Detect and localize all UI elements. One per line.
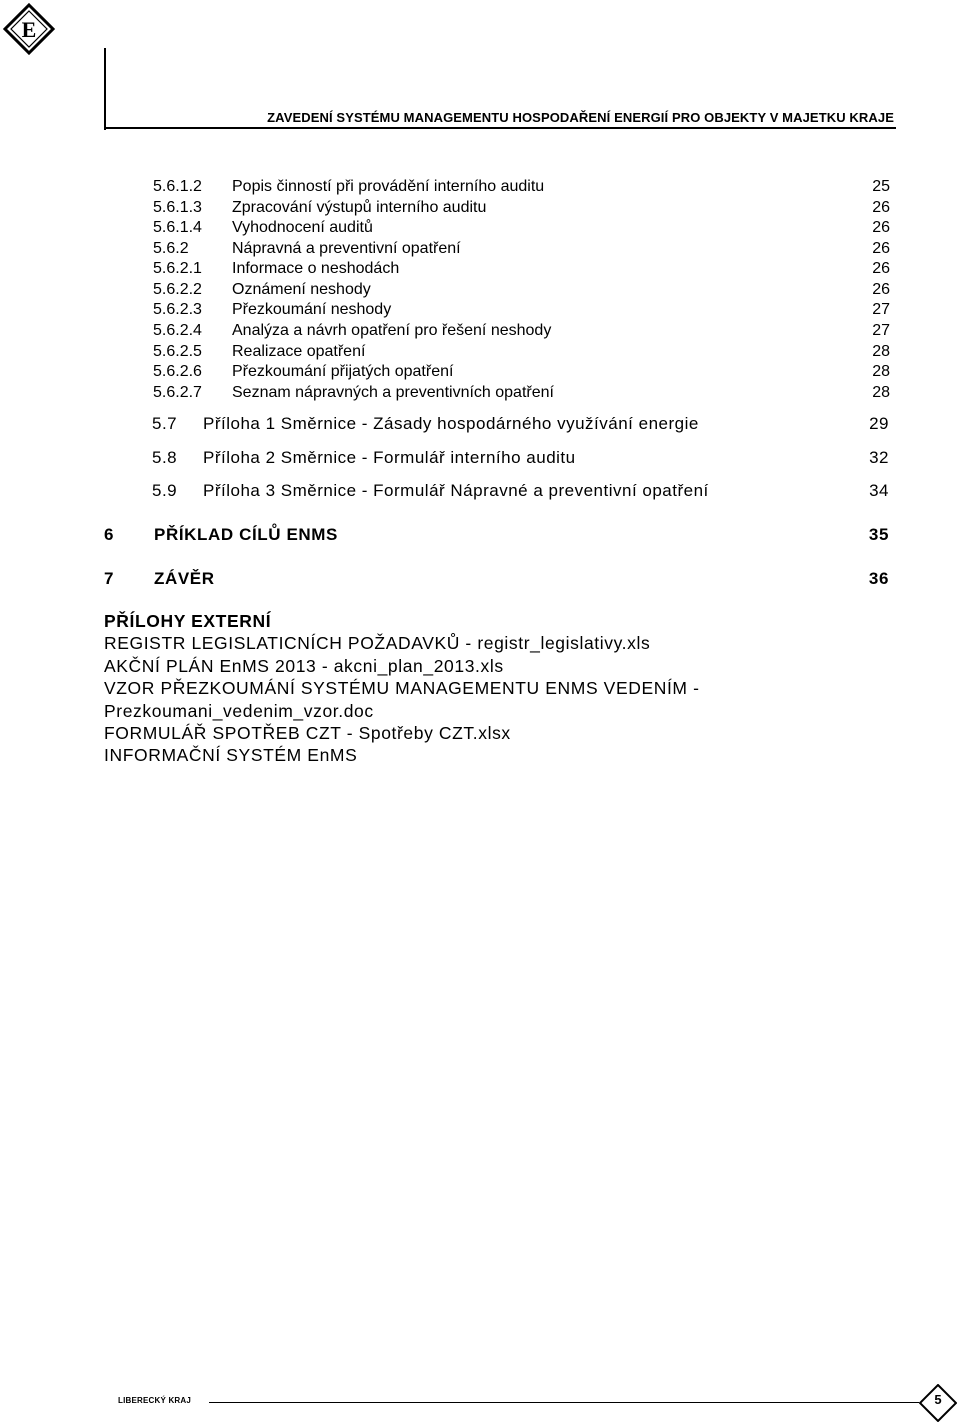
toc-entry[interactable]: [0, 343, 960, 364]
toc-number: 5.6.2.1: [153, 260, 202, 277]
toc-page: 25: [872, 178, 890, 195]
toc-page: 28: [872, 343, 890, 360]
toc-page: 26: [872, 240, 890, 257]
toc-number: 5.6.2.2: [153, 281, 202, 298]
logo-icon: [3, 3, 55, 55]
toc-entry[interactable]: [0, 281, 960, 302]
toc-page: 27: [872, 301, 890, 318]
toc-number: 5.6.1.2: [153, 178, 202, 195]
page-number: 5: [934, 1392, 942, 1407]
toc-title: Přezkoumání neshody: [232, 301, 392, 318]
toc-number: 5.6.2.7: [153, 384, 202, 401]
toc-number: 5.7: [152, 414, 178, 433]
toc-page: 27: [872, 322, 890, 339]
toc-title: Příloha 1 Směrnice - Zásady hospodárného využívání energie: [203, 414, 699, 433]
toc-entry[interactable]: [0, 481, 960, 505]
header-title: ZAVEDENÍ SYSTÉMU MANAGEMENTU HOSPODAŘENÍ ENERGIÍ PRO OBJEKTY V MAJETKU KRAJE: [267, 110, 894, 125]
external-attachment-item: VZOR PŘEZKOUMÁNÍ SYSTÉMU MANAGEMENTU ENMS VEDENÍM -: [104, 678, 700, 699]
external-attachments: [104, 610, 904, 767]
external-attachment-item: AKČNÍ PLÁN EnMS 2013 - akcni_plan_2013.xls: [104, 655, 504, 676]
toc-entry[interactable]: [0, 414, 960, 438]
toc-title: Analýza a návrh opatření pro řešení neshody: [232, 322, 552, 339]
toc-number: 5.6.2.4: [153, 322, 202, 339]
toc-page: 32: [869, 448, 889, 467]
toc-page: 26: [872, 199, 890, 216]
external-attachments-title: PŘÍLOHY EXTERNÍ: [104, 611, 272, 631]
toc-title: Příloha 2 Směrnice - Formulář interního auditu: [203, 448, 576, 467]
external-attachment-item: REGISTR LEGISLATICNÍCH POŽADAVKŮ - registr_legislativy.xls: [104, 633, 651, 654]
toc-entry[interactable]: [0, 178, 960, 199]
toc-title: Příloha 3 Směrnice - Formulář Nápravné a preventivní opatření: [203, 481, 709, 500]
logo-letter: E: [21, 17, 37, 42]
toc-title: Zpracování výstupů interního auditu: [232, 199, 487, 216]
toc-title: Realizace opatření: [232, 343, 366, 360]
toc-title: PŘÍKLAD CÍLŮ ENMS: [154, 525, 338, 544]
external-attachment-item: Prezkoumani_vedenim_vzor.doc: [104, 700, 374, 721]
toc-page: 28: [872, 384, 890, 401]
toc-entry[interactable]: [0, 301, 960, 322]
external-attachment-item: INFORMAČNÍ SYSTÉM EnMS: [104, 745, 358, 766]
toc-title: Seznam nápravných a preventivních opatření: [232, 384, 554, 401]
external-attachment-item: FORMULÁŘ SPOTŘEB CZT - Spotřeby CZT.xlsx: [104, 723, 511, 744]
toc-page: 26: [872, 260, 890, 277]
toc-title: Popis činností při provádění interního auditu: [232, 178, 545, 195]
toc-entry[interactable]: [0, 219, 960, 240]
toc-number: 5.6.2.5: [153, 343, 202, 360]
toc-title: ZÁVĚR: [154, 569, 215, 588]
toc-title: Nápravná a preventivní opatření: [232, 240, 461, 257]
toc-number: 5.6.2.6: [153, 363, 202, 380]
toc-entry[interactable]: [0, 240, 960, 261]
toc-number: 5.6.1.3: [153, 199, 202, 216]
header-vertical-rule: [104, 48, 106, 130]
toc-entry[interactable]: [0, 384, 960, 405]
toc-page: 29: [869, 414, 889, 433]
toc-number: 7: [104, 569, 115, 588]
toc-number: 5.8: [152, 448, 178, 467]
toc-title: Informace o neshodách: [232, 260, 400, 277]
toc-chapter[interactable]: [0, 569, 960, 593]
toc-number: 5.9: [152, 481, 178, 500]
toc-entry[interactable]: [0, 199, 960, 220]
toc-entry[interactable]: [0, 363, 960, 384]
toc-number: 5.6.2.3: [153, 301, 202, 318]
toc-entry[interactable]: [0, 448, 960, 472]
header-rule: [104, 127, 896, 129]
toc-page: 34: [869, 481, 889, 500]
toc-number: 5.6.1.4: [153, 219, 202, 236]
toc-page: 26: [872, 281, 890, 298]
toc-entry[interactable]: [0, 322, 960, 343]
toc-title: Vyhodnocení auditů: [232, 219, 373, 236]
footer-organization: LIBERECKÝ KRAJ: [118, 1396, 192, 1405]
toc-title: Přezkoumání přijatých opatření: [232, 363, 454, 380]
toc-page: 36: [868, 569, 889, 588]
toc-page: 28: [872, 363, 890, 380]
footer-rule: [209, 1402, 919, 1403]
toc-page: 35: [868, 525, 889, 544]
toc-title: Oznámení neshody: [232, 281, 371, 298]
toc-page: 26: [872, 219, 890, 236]
toc-number: 5.6.2: [153, 240, 189, 257]
toc-entry[interactable]: [0, 260, 960, 281]
toc-number: 6: [104, 525, 115, 544]
toc-chapter[interactable]: [0, 525, 960, 549]
